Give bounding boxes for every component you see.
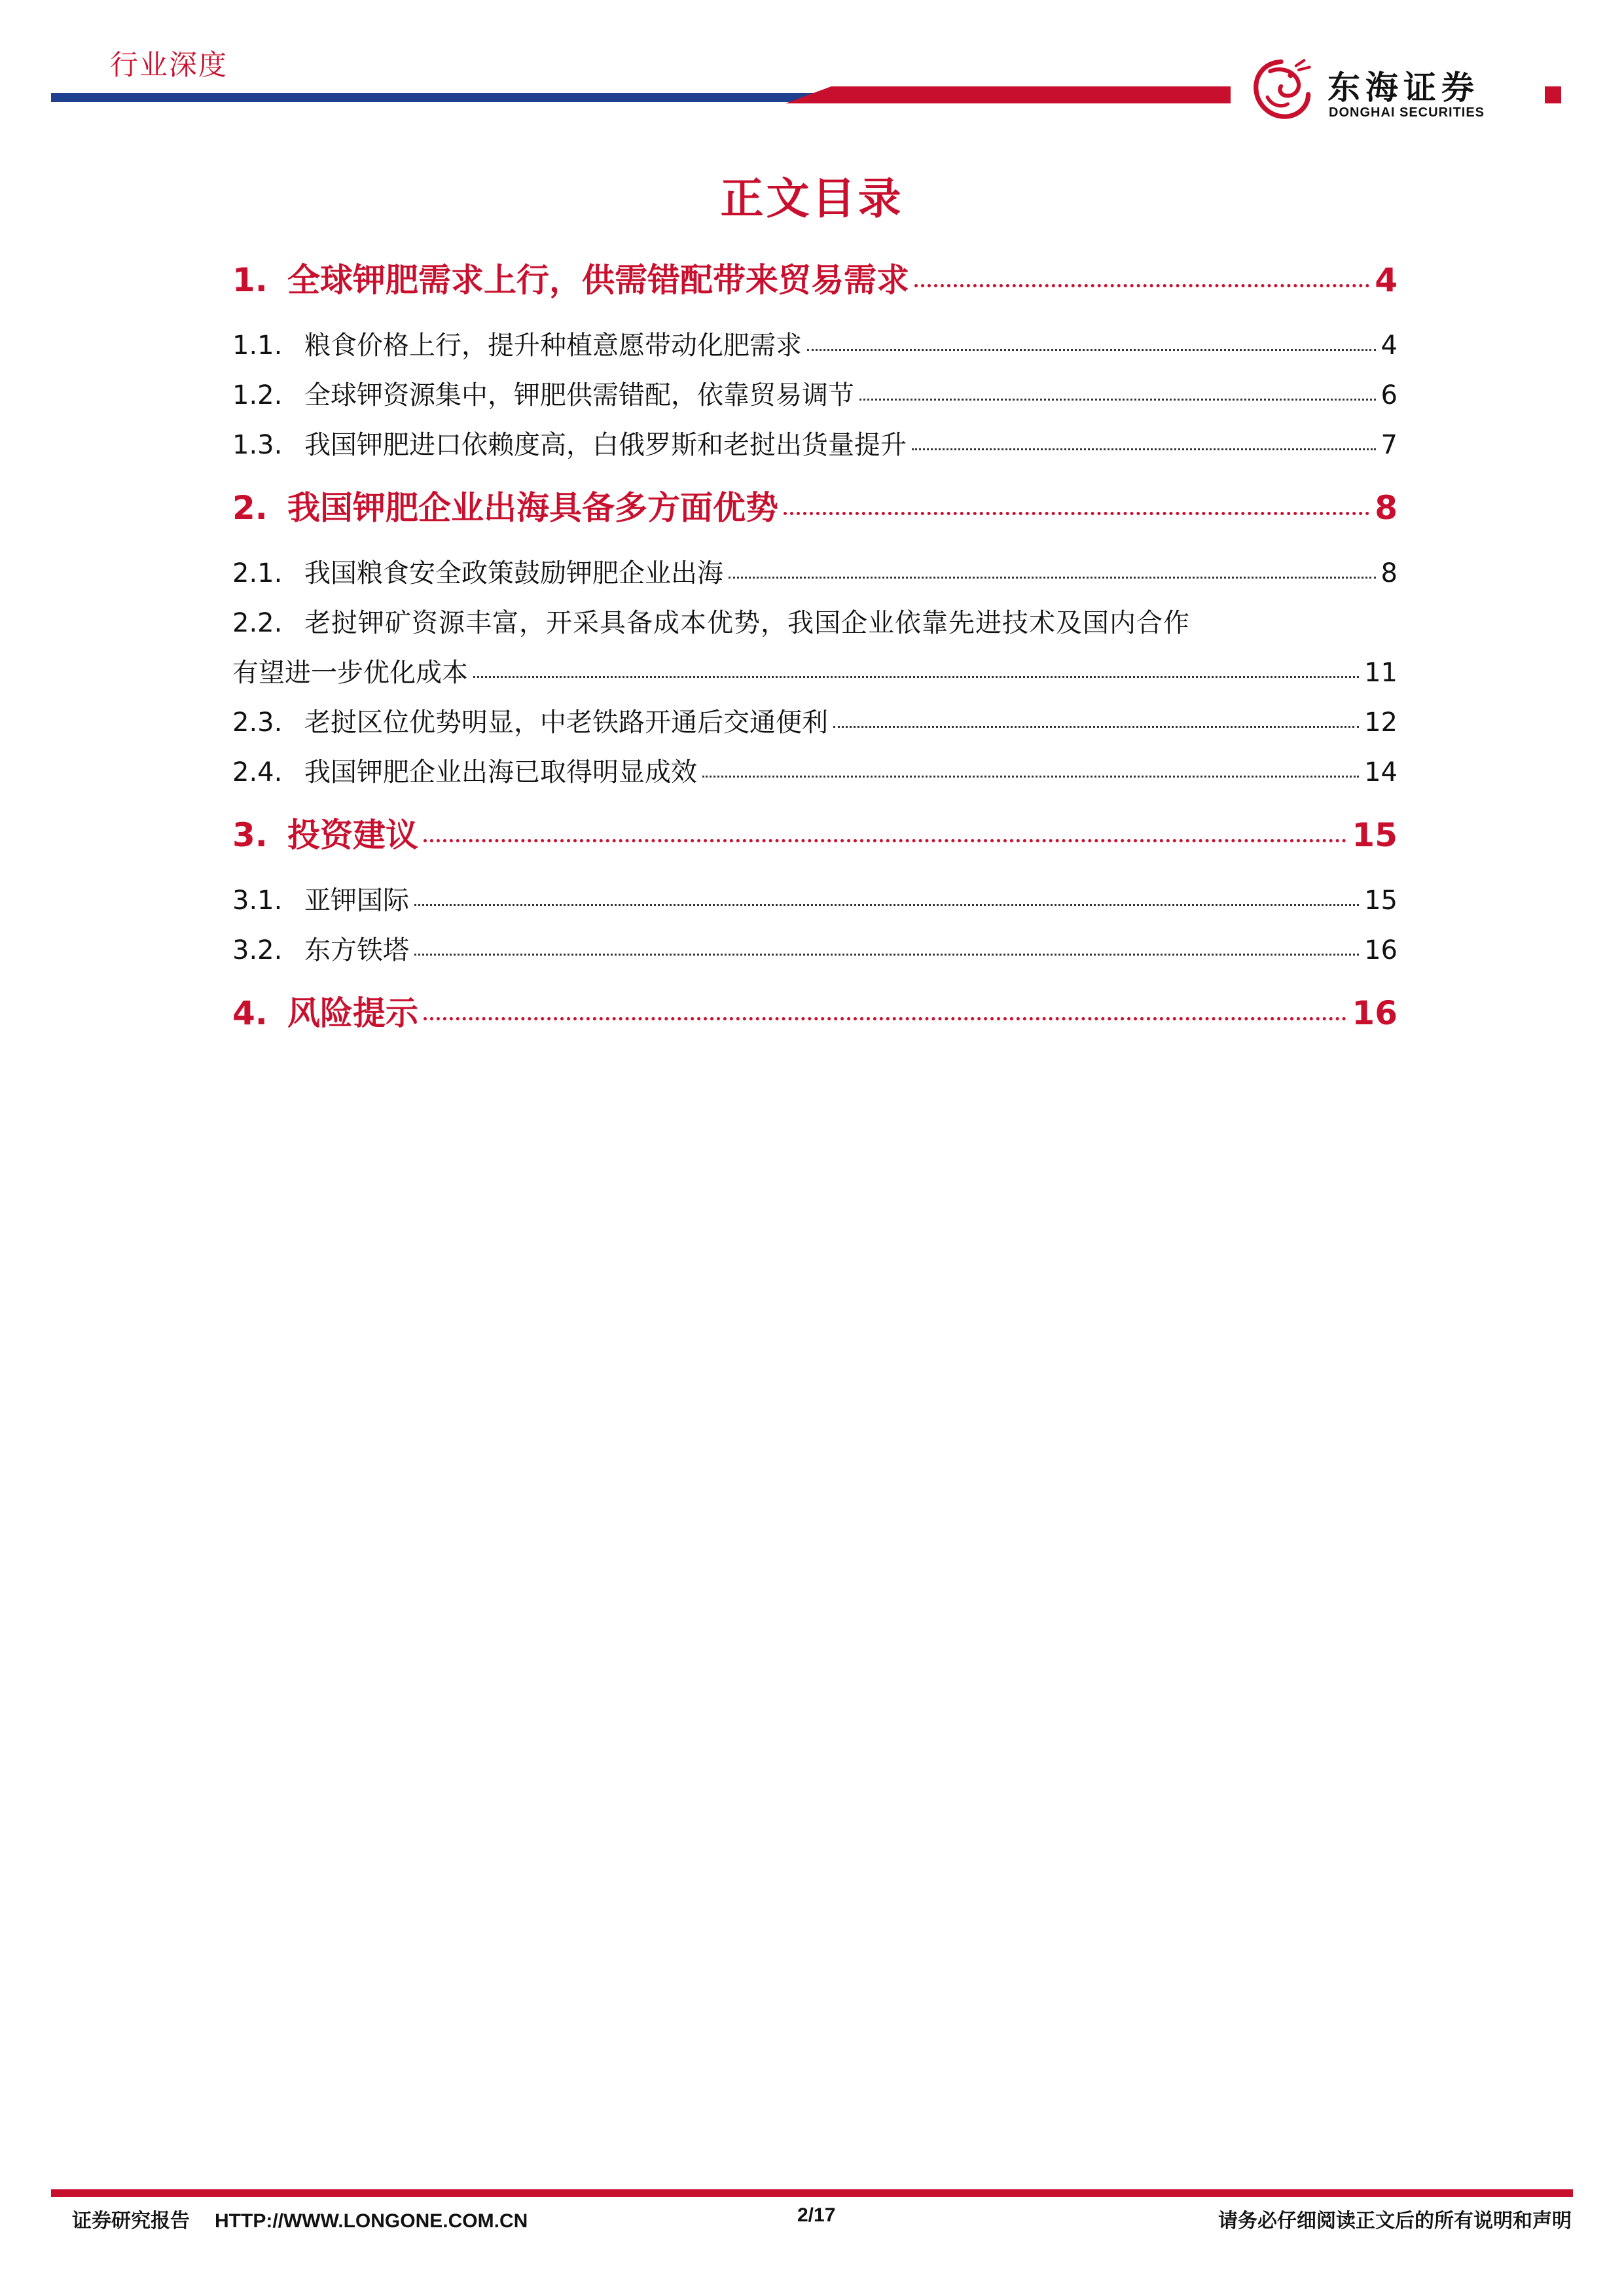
dot-leader: [473, 676, 1359, 678]
toc-page: 4: [1375, 261, 1398, 299]
dot-leader: [414, 954, 1359, 956]
toc-page: 16: [1352, 994, 1398, 1032]
toc-text: 老挝钾矿资源丰富，开采具备成本优势，我国企业依靠先进技术及国内合作: [304, 608, 1190, 638]
dot-leader: [912, 448, 1376, 450]
toc-number: 3.2.: [232, 935, 283, 965]
toc-text: 全球钾肥需求上行，供需错配带来贸易需求: [287, 261, 909, 299]
toc-number: 2.: [232, 489, 268, 527]
dot-leader: [859, 399, 1376, 401]
toc-page: 8: [1375, 489, 1398, 527]
dot-leader: [424, 1017, 1346, 1020]
dot-leader: [807, 349, 1376, 351]
toc-page: 7: [1380, 430, 1398, 460]
dot-leader: [784, 512, 1369, 515]
toc-number: 3.: [232, 816, 268, 854]
toc-text: 投资建议: [287, 816, 418, 854]
toc-text: 全球钾资源集中，钾肥供需错配，依靠贸易调节: [304, 380, 854, 410]
toc-text: 我国钾肥企业出海具备多方面优势: [287, 489, 778, 527]
toc-number: 1.1.: [232, 331, 283, 361]
toc-entry-2-1[interactable]: [232, 548, 1398, 598]
toc-entry-1-1[interactable]: [232, 321, 1398, 370]
toc-text: 亚钾国际: [304, 886, 409, 916]
toc-number: 2.3.: [232, 708, 283, 738]
toc-page: 6: [1380, 380, 1398, 410]
toc-number: 2.1.: [232, 558, 283, 588]
toc-entry-4[interactable]: [232, 982, 1398, 1045]
toc-entry-1-3[interactable]: [232, 420, 1398, 470]
table-of-contents: [232, 249, 1398, 1045]
footer-left: [72, 2204, 528, 2233]
toc-page: 4: [1380, 331, 1398, 361]
dot-leader: [414, 904, 1359, 906]
dragon-logo-icon: [1247, 56, 1315, 124]
toc-number: 1.: [232, 261, 268, 299]
toc-number: 1.3.: [232, 430, 283, 460]
footer-rule: [51, 2189, 1573, 2197]
toc-text: 风险提示: [287, 994, 418, 1032]
toc-number: 2.4.: [232, 757, 283, 787]
dot-leader: [729, 577, 1376, 579]
toc-text: 我国粮食安全政策鼓励钾肥企业出海: [304, 558, 723, 588]
toc-number: 3.1.: [232, 886, 283, 916]
toc-page: 15: [1352, 816, 1398, 854]
dot-leader: [702, 776, 1359, 778]
toc-page: 11: [1364, 658, 1398, 688]
dot-leader: [914, 284, 1369, 287]
report-category: 行业深度: [110, 49, 228, 82]
footer-disclaimer: 请务必仔细阅读正文后的所有说明和声明: [1218, 2210, 1572, 2233]
toc-page: 8: [1380, 558, 1398, 588]
toc-text-continued: 有望进一步优化成本: [232, 658, 468, 688]
logo-chinese-name: 东海证券: [1327, 68, 1479, 107]
toc-entry-1-2[interactable]: [232, 370, 1398, 420]
toc-number: 4.: [232, 994, 268, 1032]
toc-entry-3-1[interactable]: [232, 876, 1398, 925]
toc-number: 1.2.: [232, 380, 283, 410]
toc-entry-2-3[interactable]: [232, 698, 1398, 747]
toc-page: 15: [1364, 886, 1398, 916]
toc-text: 老挝区位优势明显，中老铁路开通后交通便利: [304, 708, 828, 738]
toc-text: 我国钾肥进口依赖度高，白俄罗斯和老挝出货量提升: [304, 430, 907, 460]
toc-text: 我国钾肥企业出海已取得明显成效: [304, 757, 697, 787]
toc-page: 16: [1364, 935, 1398, 965]
dot-leader: [833, 726, 1359, 728]
toc-entry-3-2[interactable]: [232, 925, 1398, 975]
header-rule-blue: [51, 93, 830, 102]
toc-entry-1[interactable]: [232, 249, 1398, 312]
toc-entry-2-4[interactable]: [232, 747, 1398, 797]
page-title: 正文目录: [720, 173, 904, 224]
toc-page: 12: [1364, 708, 1398, 738]
footer-report-type: 证券研究报告: [72, 2210, 190, 2233]
toc-entry-2[interactable]: [232, 476, 1398, 539]
logo-english-name: DONGHAI SECURITIES: [1329, 105, 1485, 120]
toc-number: 2.2.: [232, 608, 283, 638]
toc-entry-2-2[interactable]: [232, 598, 1398, 698]
toc-page: 14: [1364, 757, 1398, 787]
dot-leader: [424, 839, 1346, 842]
toc-entry-3[interactable]: [232, 804, 1398, 867]
toc-text: 粮食价格上行，提升种植意愿带动化肥需求: [304, 331, 802, 361]
footer-page-number: 2/17: [797, 2204, 836, 2226]
footer-url-link[interactable]: HTTP://WWW.LONGONE.COM.CN: [215, 2210, 528, 2232]
toc-text: 东方铁塔: [304, 935, 409, 965]
